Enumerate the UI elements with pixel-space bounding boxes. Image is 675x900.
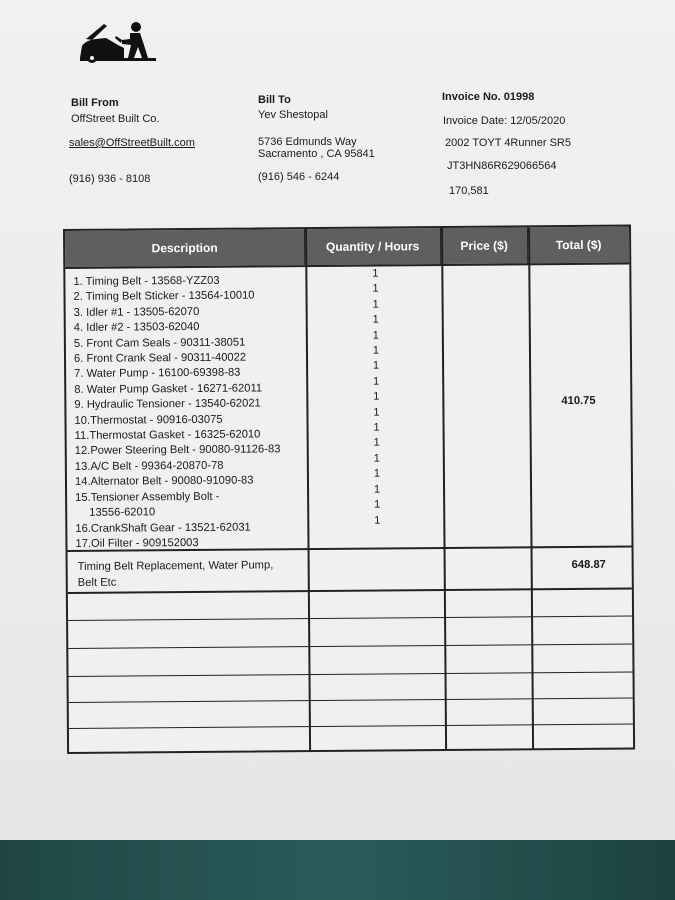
quantity-value: 1 [372,267,379,280]
row-divider [68,644,632,649]
list-item: 14.Alternator Belt - 90080-91090-83 [74,474,254,489]
list-item: 10.Thermostat - 90916-03075 [74,413,223,427]
list-item: 9. Hydraulic Tensioner - 13540-62021 [74,397,261,412]
labor-description-line1: Timing Belt Replacement, Water Pump, [77,559,274,573]
list-item: 11.Thermostat Gasket - 16325-62010 [74,428,261,442]
table-surface [0,840,675,900]
row-divider [69,724,633,729]
list-item: 4. Idler #2 - 13503-62040 [73,321,200,335]
quantity-value: 1 [372,282,379,295]
list-item: 15.Tensioner Assembly Bolt - [75,490,220,504]
parts-description-list [73,273,281,552]
bill-to-phone: (916) 546 - 6244 [258,171,340,183]
quantity-value: 1 [374,514,381,527]
list-item: 12.Power Steering Belt - 90080-91126-83 [74,443,281,458]
row-divider [69,672,633,677]
list-item: 3. Idler #1 - 13505-62070 [73,305,200,319]
quantity-value: 1 [373,375,380,388]
vehicle-mileage: 170,581 [449,185,489,197]
quantity-list [365,266,387,528]
labor-total: 648.87 [571,558,606,572]
list-item: 16.CrankShaft Gear - 13521-62031 [75,521,251,535]
parts-total: 410.75 [561,394,596,408]
quantity-value: 1 [372,329,379,342]
row-divider [69,698,633,703]
quantity-value: 1 [373,452,380,465]
quantity-value: 1 [373,421,380,434]
invoice-table [63,225,635,754]
vehicle-vin: JT3HN86R629066564 [447,160,557,172]
header-total: Total ($) [528,227,629,264]
quantity-value: 1 [372,298,379,311]
invoice-date: Invoice Date: 12/05/2020 [443,115,566,127]
labor-description-line2: Belt Etc [77,576,117,589]
quantity-value: 1 [373,436,380,450]
list-item: 13556-62010 [89,506,156,519]
bill-from-email-link[interactable]: sales@OffStreetBuilt.com [69,137,195,149]
bill-from-company: OffStreet Built Co. [71,113,160,125]
column-divider [441,228,447,749]
list-item: 17.Oil Filter - 909152003 [75,536,199,550]
quantity-value: 1 [372,344,380,357]
quantity-value: 1 [373,483,381,496]
bill-to-address-line2: Sacramento , CA 95841 [258,148,375,160]
quantity-value: 1 [373,467,381,480]
bill-to-address-line1: 5736 Edmunds Way [258,136,357,148]
bill-to-name: Yev Shestopal [258,109,328,121]
quantity-value: 1 [373,390,380,403]
list-item: 5. Front Cam Seals - 90311-38051 [73,336,246,350]
row-divider [68,588,632,594]
quantity-value: 1 [372,313,379,326]
column-divider [528,227,534,748]
quantity-value: 1 [374,498,381,511]
quantity-value: 1 [373,406,380,419]
quantity-value: 1 [372,359,380,373]
list-item: 1. Timing Belt - 13568-YZZ03 [73,274,220,288]
invoice-number: Invoice No. 01998 [442,91,535,103]
header-quantity-hours: Quantity / Hours [305,228,441,265]
row-divider [68,616,632,621]
list-item: 7. Water Pump - 16100-69398-83 [74,367,241,381]
bill-from-label: Bill From [71,97,119,109]
vehicle-description: 2002 TOYT 4Runner SR5 [445,137,571,149]
bill-to-label: Bill To [258,94,291,106]
list-item: 13.A/C Belt - 99364-20870-78 [74,459,224,473]
column-divider [305,229,311,750]
list-item: 2. Timing Belt Sticker - 13564-10010 [73,289,255,304]
header-price: Price ($) [441,227,528,264]
list-item: 8. Water Pump Gasket - 16271-62011 [74,382,263,396]
header-description: Description [65,229,305,267]
bill-from-phone: (916) 936 - 8108 [69,173,151,185]
list-item: 6. Front Crank Seal - 90311-40022 [73,351,247,365]
mechanic-car-logo [78,18,158,64]
